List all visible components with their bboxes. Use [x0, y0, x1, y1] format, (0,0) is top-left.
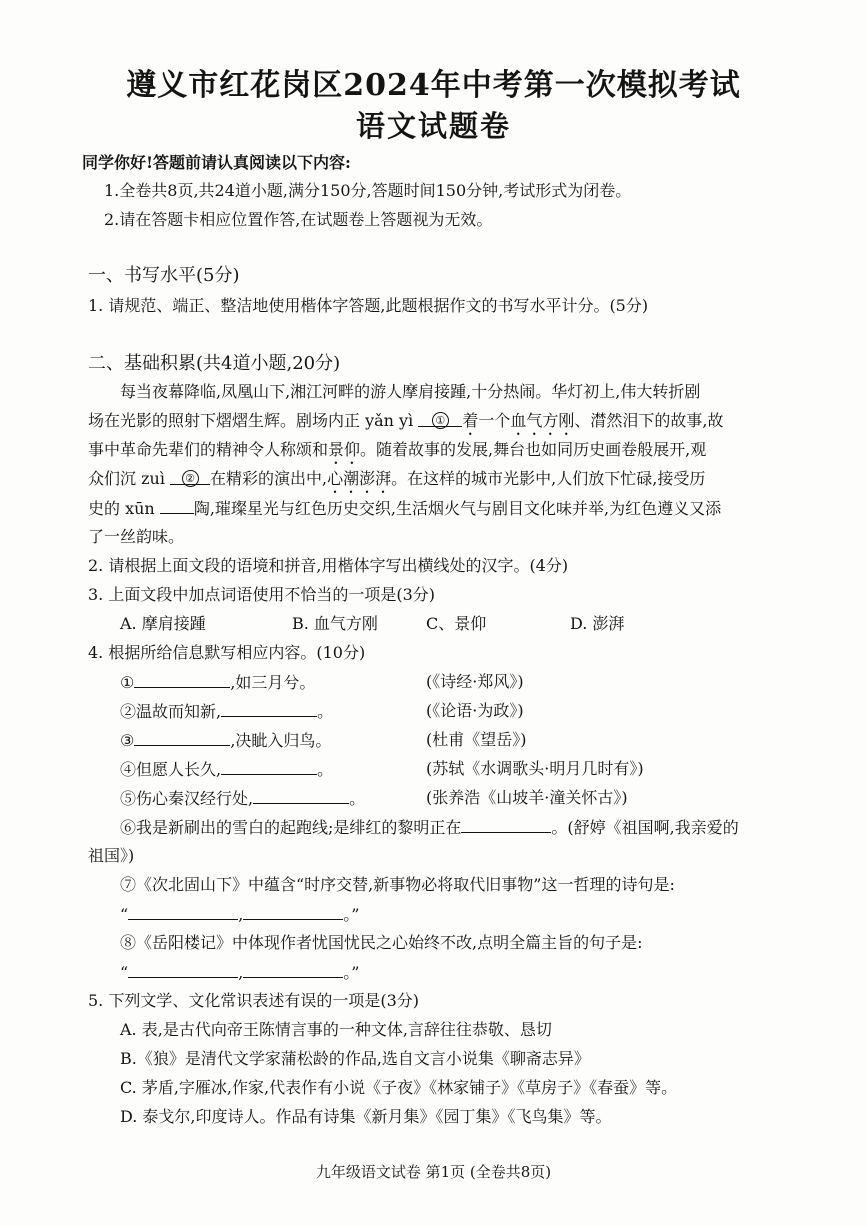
q3-option-a: A. 摩肩接踵 [120, 614, 206, 633]
q4-item-7-answer: “ , 。” [120, 905, 360, 924]
q4-blank-8b [243, 961, 343, 978]
q3-option-d: D. 澎湃 [570, 614, 625, 633]
q4-blank-6 [461, 816, 551, 833]
q4-source-3: (杜甫《望岳》) [426, 730, 527, 749]
question-3: 3. 上面文段中加点词语使用不恰当的一项是(3分) [88, 585, 436, 604]
q4-item-7: ⑦《次北固山下》中蕴含“时序交替,新事物必将取代旧事物”这一哲理的诗句是: [120, 875, 675, 894]
passage-line-2: 场在光影的照射下熠熠生辉。剧场内正 yǎn yì ① 着一个血气方刚、潸然泪下的故事,故 [88, 411, 724, 430]
q4-blank-5 [253, 787, 349, 804]
q4-blank-1 [134, 671, 230, 688]
notice-item-1: 1.全卷共8页,共24道小题,满分150分,答题时间150分钟,考试形式为闭卷。 [104, 181, 632, 200]
q4-item-6: ⑥我是新刷出的雪白的起跑线;是绯红的黎明正在 。(舒婷《祖国啊,我亲爱的 [120, 818, 739, 837]
q4-item-3: ③ ,决眦入归鸟。 [120, 731, 332, 750]
q4-item-8-answer: “ , 。” [120, 963, 360, 982]
q4-source-1: (《诗经·郑风》) [426, 672, 524, 691]
q4-source-2: (《论语·为政》) [426, 701, 524, 720]
q4-item-4: ④但愿人长久, 。 [120, 760, 334, 779]
passage-line-5: 史的 xūn 陶,璀璨星光与红色历史交织,生活烟火气与剧目文化味并举,为红色遵义又添 [88, 499, 722, 518]
passage-line-3: 事中革命先辈们的精神令人称颂和景仰。随着故事的发展,舞台也如同历史画卷般展开,观 [88, 440, 707, 459]
exam-title: 遵义市红花岗区2024年中考第一次模拟考试 [126, 68, 741, 103]
notice-item-2: 2.请在答题卡相应位置作答,在试题卷上答题视为无效。 [104, 210, 493, 229]
q4-blank-7b [243, 903, 343, 920]
q3-option-b: B. 血气方刚 [292, 614, 378, 633]
q4-blank-2 [221, 700, 317, 717]
q4-source-4: (苏轼《水调歌头·明月几时有》) [426, 759, 644, 778]
passage-line-1: 每当夜幕降临,凤凰山下,湘江河畔的游人摩肩接踵,十分热闹。华灯初上,伟大转折剧 [120, 382, 701, 401]
q4-blank-7a [128, 903, 238, 920]
notice-heading: 同学你好!答题前请认真阅读以下内容: [82, 153, 351, 172]
q4-blank-8a [128, 961, 238, 978]
section-1-heading: 一、书写水平(5分) [88, 265, 240, 286]
blank-3 [160, 497, 194, 514]
section-2-heading: 二、基础积累(共4道小题,20分) [88, 353, 341, 374]
q4-item-1: ① ,如三月兮。 [120, 673, 316, 692]
question-1: 1. 请规范、端正、整洁地使用楷体字答题,此题根据作文的书写水平计分。(5分) [88, 296, 649, 315]
q4-item-6-cont: 祖国》) [88, 846, 135, 865]
passage-line-6: 了一丝韵味。 [88, 527, 185, 546]
question-5: 5. 下列文学、文化常识表述有误的一项是(3分) [88, 991, 420, 1010]
blank-1: ① [418, 410, 462, 427]
question-4: 4. 根据所给信息默写相应内容。(10分) [88, 643, 366, 662]
question-2: 2. 请根据上面文段的语境和拼音,用楷体字写出横线处的汉字。(4分) [88, 556, 569, 575]
q5-option-d: D. 泰戈尔,印度诗人。作品有诗集《新月集》《园丁集》《飞鸟集》等。 [120, 1107, 612, 1126]
exam-subtitle: 语文试题卷 [355, 109, 511, 143]
passage-line-4: 众们沉 zuì ② 在精彩的演出中,心潮澎湃。在这样的城市光影中,人们放下忙碌,接受历 [88, 469, 706, 488]
q4-item-2: ②温故而知新, 。 [120, 702, 334, 721]
q4-blank-3 [134, 729, 230, 746]
q4-source-5: (张养浩《山坡羊·潼关怀古》) [426, 788, 628, 807]
q5-option-c: C. 茅盾,字雁冰,作家,代表作有小说《子夜》《林家铺子》《草房子》《春蚕》等。 [120, 1078, 678, 1097]
q4-blank-4 [221, 758, 317, 775]
q5-option-a: A. 表,是古代向帝王陈情言事的一种文体,言辞往往恭敬、恳切 [120, 1020, 552, 1039]
blank-2: ② [170, 468, 210, 485]
q4-item-5: ⑤伤心秦汉经行处, 。 [120, 789, 366, 808]
q4-item-8: ⑧《岳阳楼记》中体现作者忧国忧民之心始终不改,点明全篇主旨的句子是: [120, 933, 643, 952]
q5-option-b: B.《狼》是清代文学家蒲松龄的作品,选自文言小说集《聊斋志异》 [120, 1049, 590, 1068]
q3-option-c: C、景仰 [426, 614, 487, 633]
page-footer: 九年级语文试卷 第1页 (全卷共8页) [315, 1163, 552, 1181]
